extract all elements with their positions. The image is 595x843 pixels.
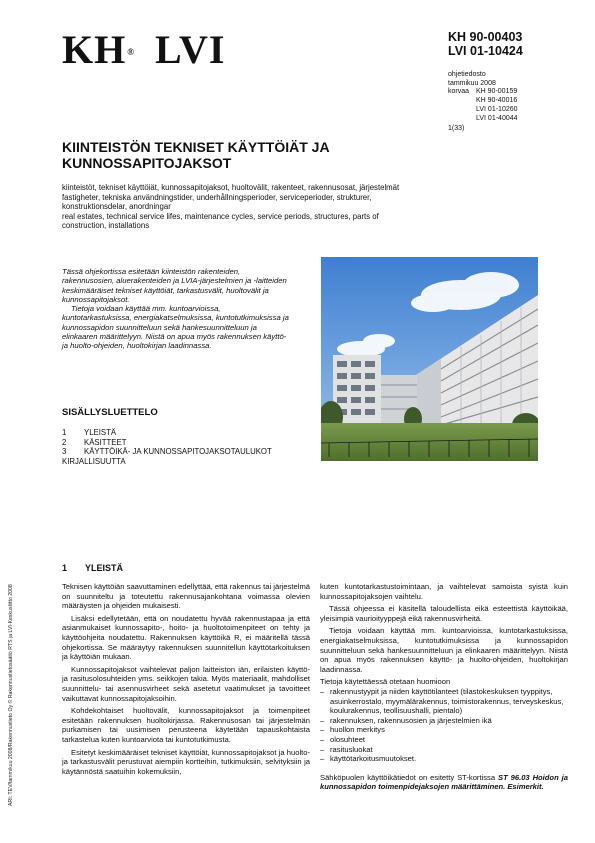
- body-paragraph: Teknisen käyttöiän saavuttaminen edellyttää, että rakennus tai järjestelmä on suunniteltu ja toteutettu rakennusajankohtana voimassa olevien määräysten ja ohjeiden mukaisesti.: [62, 582, 310, 611]
- toc-item-number: 2: [62, 437, 67, 447]
- replaces-row: [448, 106, 518, 115]
- logo-registered-mark: ®: [127, 47, 135, 57]
- toc-item-label: KÄSITTEET: [84, 437, 127, 447]
- document-codes: [448, 30, 523, 58]
- logo-lvi: LVI: [154, 27, 226, 72]
- logo: [62, 27, 226, 72]
- code-kh: KH 90-00403: [448, 30, 523, 44]
- keywords-fi: kiinteistöt, tekniset käyttöiät, kunnossapitojaksot, huoltovälit, rakenteet, rakennusosat, järjestelmät: [62, 183, 400, 192]
- intro-paragraph: Tässä ohjekortissa esitetään kiinteistön rakenteiden, rakennusosien, aluerakenteiden ja LVIA-järjestelmien ja -laitteiden keskimääräiset tekniset käyttöiät, tarkastusvälit, huoltovälit ja kunnossapitojaksot.: [62, 267, 287, 304]
- toc-item-number: 1: [62, 428, 67, 437]
- list-item-text: rakennuksen, rakennusosien ja järjestelmien ikä: [330, 715, 492, 725]
- list-item-text: käyttötarkoitusmuutokset.: [330, 754, 417, 764]
- closing-citation: ST 96.03 Hoidon ja kunnossapidon toimenpidejaksojen määrittäminen. Esimerkit.: [320, 772, 568, 792]
- toc-heading: SISÄLLYSLUETTELO: [62, 407, 158, 418]
- list-item: – rakennuksen, rakennusosien ja järjestelmien ikä: [320, 715, 492, 725]
- toc-item: [62, 438, 272, 448]
- toc-item-number: 3: [62, 447, 67, 456]
- replaces-code: LVI 01-40044: [476, 114, 518, 122]
- replaces-row: [448, 88, 518, 97]
- table-of-contents: [62, 428, 272, 466]
- list-item: – käyttötarkoitusmuutokset.: [320, 754, 417, 764]
- list-item: – olosuhteet: [320, 734, 366, 744]
- replaces-code: KH 90-00159: [476, 88, 518, 96]
- body-column-right: [320, 582, 568, 795]
- closing-paragraph: [320, 773, 568, 792]
- page-number: 1(33): [448, 125, 465, 133]
- body-paragraph: Lisäksi edellytetään, että on noudatettu hyvää rakennustapaa ja että asianmukaiset kunnossapito-, hoito- ja huoltotoimenpiteet on tehty ja käyttöohjeita noudatettu. Rakennuksen käyttöikä R, ei määritellä tässä ohjekortissa. Se määräytyy rakennuksen suunnitellun käyttötarkoituksen ja käyttöiän mukaan.: [62, 613, 310, 662]
- list-item: – huollon merkitys: [320, 725, 385, 735]
- building-photo: [321, 257, 538, 461]
- document-meta: [448, 71, 518, 134]
- toc-item-label: KIRJALLISUUTTA: [62, 456, 126, 466]
- doc-type: ohjetiedosto: [448, 71, 486, 78]
- section-title: YLEISTÄ: [85, 563, 124, 573]
- replaces-row: [448, 97, 518, 106]
- list-item: – rakennustyypit ja niiden käyttötilanteet (tilastokeskuksen tyyppitys, asuinkerrostalo, myymälärakennus, toimistorakennus, terveyskeskus, koulurakennus, teollisuushalli, pientalo): [320, 687, 568, 716]
- body-column-left: [62, 582, 310, 779]
- body-paragraph: Kohdekohtaiset huoltovälit, kunnossapitojaksot ja toimenpiteet esitetään rakennuksen huoltokirjassa. Rakennusosan tai järjestelmän purkamisen tai uusimisen perusteena käytetään tapauskohtaista tarkastelua kuten kuntoarviota tai kuntotutkimusta.: [62, 706, 310, 744]
- replaces-label: korvaa: [448, 88, 470, 96]
- toc-item: [62, 447, 272, 457]
- toc-item-label: KÄYTTÖIKÄ- JA KUNNOSSAPITOJAKSOTAULUKOT: [84, 447, 272, 456]
- list-item-text: olosuhteet: [330, 734, 366, 744]
- list-item-text: rasitusluokat: [330, 744, 373, 754]
- intro-paragraph: Tietoja voidaan käyttää mm. kuntoarvioissa, kuntotarkastuksissa, energiakatselmuksissa, kuntotutkimuksissa ja kunnossapidon suunnitteluun sekä hankesuunnitteluun ja elinkaaren määrittelyyn. Niistä on apua myös rakennuksen käyttö- ja huolto-ohjeiden, huoltokirjan laadinnassa.: [62, 304, 289, 351]
- toc-item: [62, 428, 272, 438]
- replaces-row: [448, 115, 518, 124]
- title-line: KUNNOSSAPITOJAKSOT: [62, 155, 232, 171]
- list-item: – rasitusluokat: [320, 744, 373, 754]
- body-paragraph: Tietoja voidaan käyttää mm. kuntoarvioissa, kuntotarkastuksissa, energiakatselmuksissa, kuntotutkimuksissa ja kunnossapidon suunnitteluun sekä hankesuunnitteluun ja elinkaaren määrittelyyn. Niistä on apua myös rakennuksen käyttö- ja huolto-ohjeiden, huoltokirjan laadinnassa.: [320, 626, 568, 674]
- intro-text: [62, 267, 292, 351]
- doc-date: tammikuu 2008: [448, 79, 496, 87]
- title-line: KIINTEISTÖN TEKNISET KÄYTTÖIÄT JA: [62, 139, 330, 155]
- keywords-sv: fastigheter, tekniska användningstider, underhållningsperioder, serviceperioder, strukturer, konstruktionsdelar, anordningar: [62, 192, 372, 212]
- document-title: [62, 139, 382, 171]
- body-paragraph: Kunnossapitojaksot vaihtelevat paljon laitteiston iän, erilaisten käyttö- ja rasitusolosuhteiden yms. seikkojen takia. Myös materiaalit, mahdolliset suunnittelu- tai asennusvirheet sekä asetetut vaatimukset ja tavoitteet vaikuttavat kunnossapitojaksoihin.: [62, 664, 310, 703]
- side-copyright-note: ARI: TEV/tammikuu 2008/Rakennustieto Oy © Rakennustietosäätiö RTS ja LVI-Keskusliitto 2008: [8, 584, 14, 806]
- toc-item-label: YLEISTÄ: [84, 428, 117, 437]
- replaces-code: LVI 01-10260: [476, 105, 518, 113]
- considerations-label: Tietoja käytettäessä otetaan huomioon: [320, 677, 451, 687]
- closing-text: Sähköpuolen käyttöikätiedot on esitetty ST-kortissa: [320, 772, 498, 782]
- list-item-text: huollon merkitys: [330, 725, 385, 735]
- logo-kh: KH: [62, 27, 127, 72]
- list-item-text: rakennustyypit ja niiden käyttötilanteet (tilastokeskuksen tyyppitys, asuinkerrostalo, myymälärakennus, toimistorakennus, terveyskeskus, koulurakennus, teollisuushalli, pientalo): [330, 686, 564, 716]
- toc-item: [62, 457, 272, 467]
- body-paragraph: Tässä ohjeessa ei käsitellä taloudellista eikä esteettistä käyttöikää, yleisimpiä vaurioityyppejä eikä rakennusvirheitä.: [320, 604, 568, 623]
- section-heading: [62, 563, 123, 573]
- code-lvi: LVI 01-10424: [448, 44, 523, 58]
- section-number: 1: [62, 563, 68, 573]
- body-paragraph: Esitetyt keskimääräiset tekniset käyttöiät, kunnossapitojaksot ja huolto- ja tarkastusvälit perustuvat aiempiin kortteihin, tutkimuksiin, selvityksiin ja käytännöstä saatuihin kokemuksiin,: [62, 747, 310, 776]
- replaces-code: KH 90-40016: [476, 97, 518, 105]
- keywords: [62, 183, 422, 231]
- keywords-en: real estates, technical service lifes, maintenance cycles, service periods, structures, parts of construction, installations: [62, 211, 379, 231]
- body-paragraph: kuten kuntotarkastustoimintaan, ja vaihtelevat samoista syistä kuin kunnossapitojaksojen vaihtelu.: [320, 582, 568, 601]
